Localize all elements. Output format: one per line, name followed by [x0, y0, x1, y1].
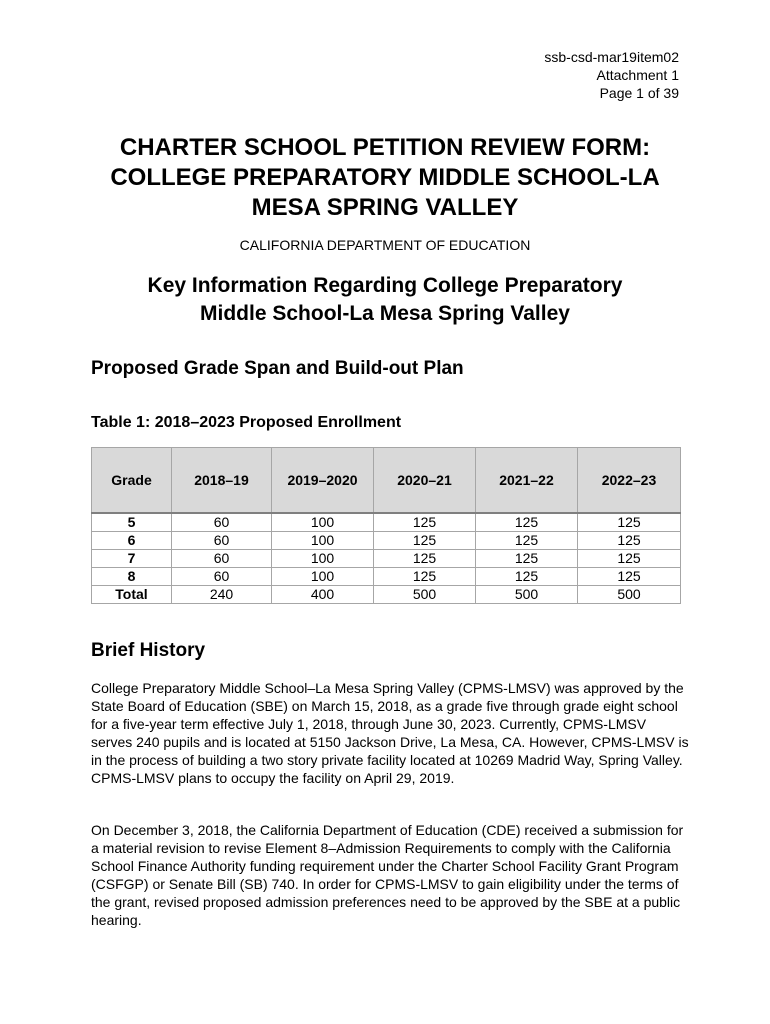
table-cell: Total [92, 586, 172, 604]
column-header-2022-23: 2022–23 [578, 448, 681, 514]
brief-history-paragraph-1: College Preparatory Middle School–La Mesa Spring Valley (CPMS-LMSV) was approved by the State Board of Education (SBE) on March 15, 2018, as a grade five through grade eight school for a five-year term effective July 1, 2018, through June 30, 2023. Currently, CPMS-LMSV serves 240 pupils and is located at 5150 Jackson Drive, La Mesa, CA. However, CPMS-LMSV is in the process of building a two story private facility located at 10269 Madrid Way, Spring Valley. CPMS-LMSV plans to occupy the facility on April 29, 2019. [91, 680, 689, 786]
table-cell: 60 [172, 568, 272, 586]
table-cell: 125 [578, 550, 681, 568]
enrollment-table [91, 447, 681, 604]
table-cell: 60 [172, 550, 272, 568]
table-cell: 125 [374, 550, 476, 568]
table-total-row [92, 586, 681, 604]
table-row [92, 532, 681, 550]
table-cell: 125 [374, 532, 476, 550]
table-cell: 100 [272, 568, 374, 586]
table-cell: 6 [92, 532, 172, 550]
column-header-grade: Grade [92, 448, 172, 514]
table-cell: 125 [578, 532, 681, 550]
department-name: CALIFORNIA DEPARTMENT OF EDUCATION [239, 237, 531, 253]
title-line-1: CHARTER SCHOOL PETITION REVIEW FORM: [119, 134, 651, 161]
table-row [92, 550, 681, 568]
title-line-3: MESA SPRING VALLEY [251, 194, 519, 221]
table-cell: 8 [92, 568, 172, 586]
key-heading-line-1: Key Information Regarding College Preparatory [147, 274, 623, 297]
table-cell: 60 [172, 513, 272, 532]
table-cell: 125 [578, 513, 681, 532]
table-cell: 100 [272, 550, 374, 568]
table-header-row [92, 448, 681, 514]
table-cell: 125 [578, 568, 681, 586]
attachment-label: Attachment 1 [596, 67, 679, 83]
table-cell: 7 [92, 550, 172, 568]
table-cell: 125 [476, 550, 578, 568]
table-cell: 240 [172, 586, 272, 604]
table-cell: 500 [476, 586, 578, 604]
column-header-2019-2020: 2019–2020 [272, 448, 374, 514]
table-cell: 500 [374, 586, 476, 604]
table-cell: 125 [476, 513, 578, 532]
table-row [92, 568, 681, 586]
table-caption: Table 1: 2018–2023 Proposed Enrollment [91, 414, 402, 431]
table-cell: 125 [476, 568, 578, 586]
brief-history-paragraph-2: On December 3, 2018, the California Department of Education (CDE) received a submission for a material revision to revise Element 8–Admission Requirements to comply with the California School Finance Authority funding requirement under the Charter School Facility Grant Program (CSFGP) or Senate Bill (SB) 740. In order for CPMS-LMSV to gain eligibility under the terms of the grant, revised proposed admission preferences need to be approved by the SBE at a public hearing. [91, 822, 684, 928]
table-cell: 100 [272, 513, 374, 532]
brief-history-heading: Brief History [91, 640, 206, 661]
table-cell: 125 [374, 568, 476, 586]
title-line-2: COLLEGE PREPARATORY MIDDLE SCHOOL-LA [110, 164, 660, 191]
document-id: ssb-csd-mar19item02 [544, 49, 679, 65]
table-cell: 125 [374, 513, 476, 532]
table-cell: 5 [92, 513, 172, 532]
table-cell: 500 [578, 586, 681, 604]
table-cell: 60 [172, 532, 272, 550]
page-title [60, 133, 710, 223]
key-information-heading [60, 272, 710, 328]
column-header-2021-22: 2021–22 [476, 448, 578, 514]
column-header-2020-21: 2020–21 [374, 448, 476, 514]
column-header-2018-19: 2018–19 [172, 448, 272, 514]
table-cell: 400 [272, 586, 374, 604]
key-heading-line-2: Middle School-La Mesa Spring Valley [200, 302, 570, 325]
page-number: Page 1 of 39 [599, 85, 679, 101]
table-cell: 125 [476, 532, 578, 550]
table-cell: 100 [272, 532, 374, 550]
grade-span-heading: Proposed Grade Span and Build-out Plan [91, 358, 464, 379]
page-header [544, 48, 679, 102]
table-row [92, 513, 681, 532]
